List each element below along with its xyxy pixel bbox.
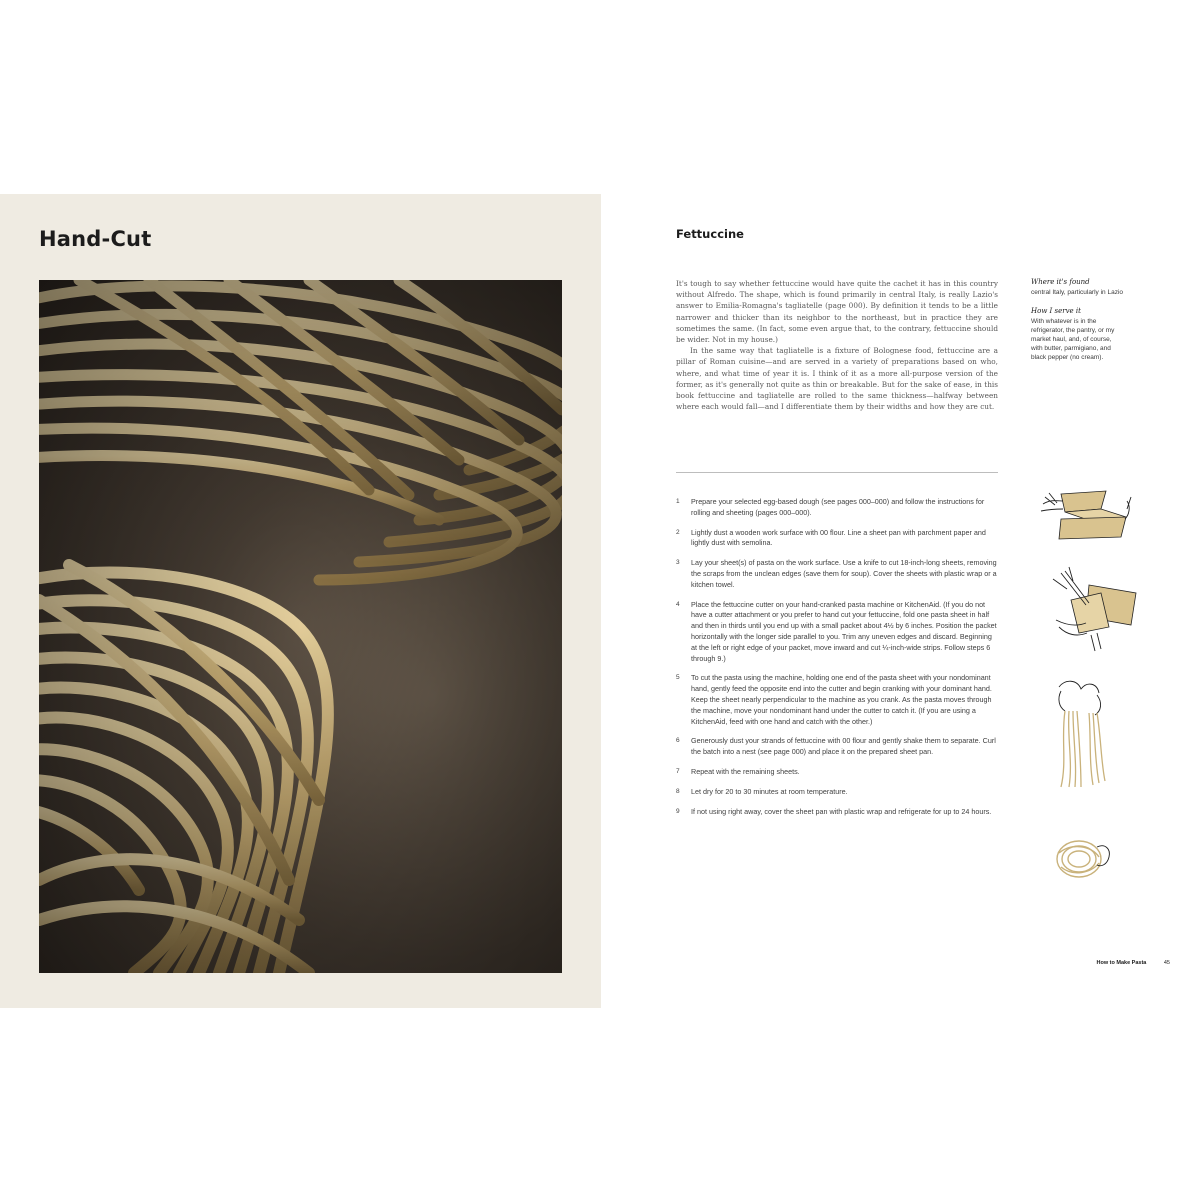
step-text: Repeat with the remaining sheets. — [691, 766, 800, 776]
step-item — [676, 736, 998, 758]
step-number: 6 — [676, 737, 680, 745]
step-text: Lightly dust a wooden work surface with 00 flour. Line a sheet pan with parchment paper and lightly dust with semolina. — [691, 527, 986, 548]
step-text: Generously dust your strands of fettuccine with 00 flour and gently shake them to separate. Curl the batch into a nest (see page 000) and place it on the prepared sheet pan. — [691, 736, 996, 757]
page-number: 45 — [1163, 960, 1170, 966]
intro-text — [676, 278, 998, 412]
step-text: Place the fettuccine cutter on your hand-cranked pasta machine or KitchenAid. (If you do not have a cutter attachment or you prefer to hand cut your fettuccine, fold one pasta sheet in half and then in thirds until you end up with a small packet about 4½ by 6 inches. Position the packet horizontally with the longer side parallel to you. Trim any uneven edges and discard. Beginning at the left or right edge of your packet, move inward and cut ¼-inch-wide strips. Follow steps 6 through 9.) — [691, 599, 997, 663]
step-item — [676, 807, 998, 818]
step-number: 2 — [676, 528, 680, 536]
pasta-nest-icon — [1031, 817, 1141, 897]
note-text-how-served: With whatever is in the refrigerator, the pantry, or my market haul, and, of course, with butter, parmigiano, and black pepper (no cream). — [1031, 318, 1115, 361]
page-footer — [1097, 960, 1170, 966]
section-title: Hand-Cut — [39, 227, 152, 251]
step-number: 3 — [676, 559, 680, 567]
step-item — [676, 528, 998, 550]
fold-sheet-icon — [1031, 479, 1141, 549]
step-number: 4 — [676, 600, 680, 608]
side-notes — [1031, 278, 1123, 372]
step-number: 7 — [676, 767, 680, 775]
step-item — [676, 767, 998, 778]
step-item — [676, 673, 998, 727]
step-number: 5 — [676, 674, 680, 682]
step-item — [676, 600, 998, 665]
step-number: 9 — [676, 807, 680, 815]
shake-strands-icon — [1031, 677, 1141, 792]
note-label-how-served: How I serve it — [1031, 307, 1081, 315]
step-text: Lay your sheet(s) of pasta on the work surface. Use a knife to cut 18-inch-long sheets, removing the scraps from the unclean edges (save them for soup). Cover the sheets with plastic wrap or a kitchen towel. — [691, 558, 997, 589]
step-text: To cut the pasta using the machine, holding one end of the pasta sheet with your nondominant hand, gently feed the opposite end into the cutter and begin cranking with your dominant hand. Keep the sheet nearly perpendicular to the machine as you crank. As the pasta moves through the machine, move your nondominant hand under the cutter to catch it. (If you are using a KitchenAid, feed with one hand and catch with the other.) — [691, 673, 992, 726]
cut-strips-icon — [1031, 565, 1141, 655]
step-number: 8 — [676, 787, 680, 795]
step-item — [676, 558, 998, 590]
step-number: 1 — [676, 498, 680, 505]
step-text: Prepare your selected egg-based dough (see pages 000–000) and follow the instructions for rolling and sheeting (pages 000–000). — [691, 497, 985, 517]
section-divider — [676, 472, 998, 473]
note-label-where-found: Where it's found — [1031, 278, 1090, 286]
left-page — [0, 194, 601, 1008]
steps-list — [676, 497, 998, 826]
intro-paragraph: In the same way that tagliatelle is a fixture of Bolognese food, fettuccine are a pillar of Roman cuisine—and are served in a variety of preparations based on who, where, and what time of year it is. I think of it as a more all-purpose version of the former, as it's generally not quite as thin or breakable. But for the sake of ease, in this book fettuccine and tagliatelle are rolled to the same thickness—halfway between where each would fall—and I differentiate them by their widths and how they are cut. — [676, 346, 998, 412]
step-item — [676, 497, 998, 519]
pasta-photo-image — [39, 280, 562, 973]
step-item — [676, 787, 998, 798]
running-title: How to Make Pasta — [1096, 960, 1147, 966]
pasta-photo — [39, 280, 562, 973]
note-text-where-found: central Italy, particularly in Lazio — [1031, 289, 1124, 296]
step-text: If not using right away, cover the sheet pan with plastic wrap and refrigerate for up to 24 hours. — [691, 806, 992, 816]
right-page — [601, 194, 1200, 1008]
recipe-title: Fettuccine — [676, 227, 744, 241]
step-text: Let dry for 20 to 30 minutes at room temperature. — [691, 786, 848, 796]
intro-paragraph: It's tough to say whether fettuccine would have quite the cachet it has in this country without Alfredo. The shape, which is found primarily in central Italy, is really Lazio's answer to Emilia-Romagna's tagliatelle (page 000). By definition it tends to be a little narrower and thicker than its neighbor to the northeast, but in practice they are sometimes the same. (In fact, some even argue that, to the contrary, fettuccine should be wider. Not in my house.) — [676, 279, 998, 345]
